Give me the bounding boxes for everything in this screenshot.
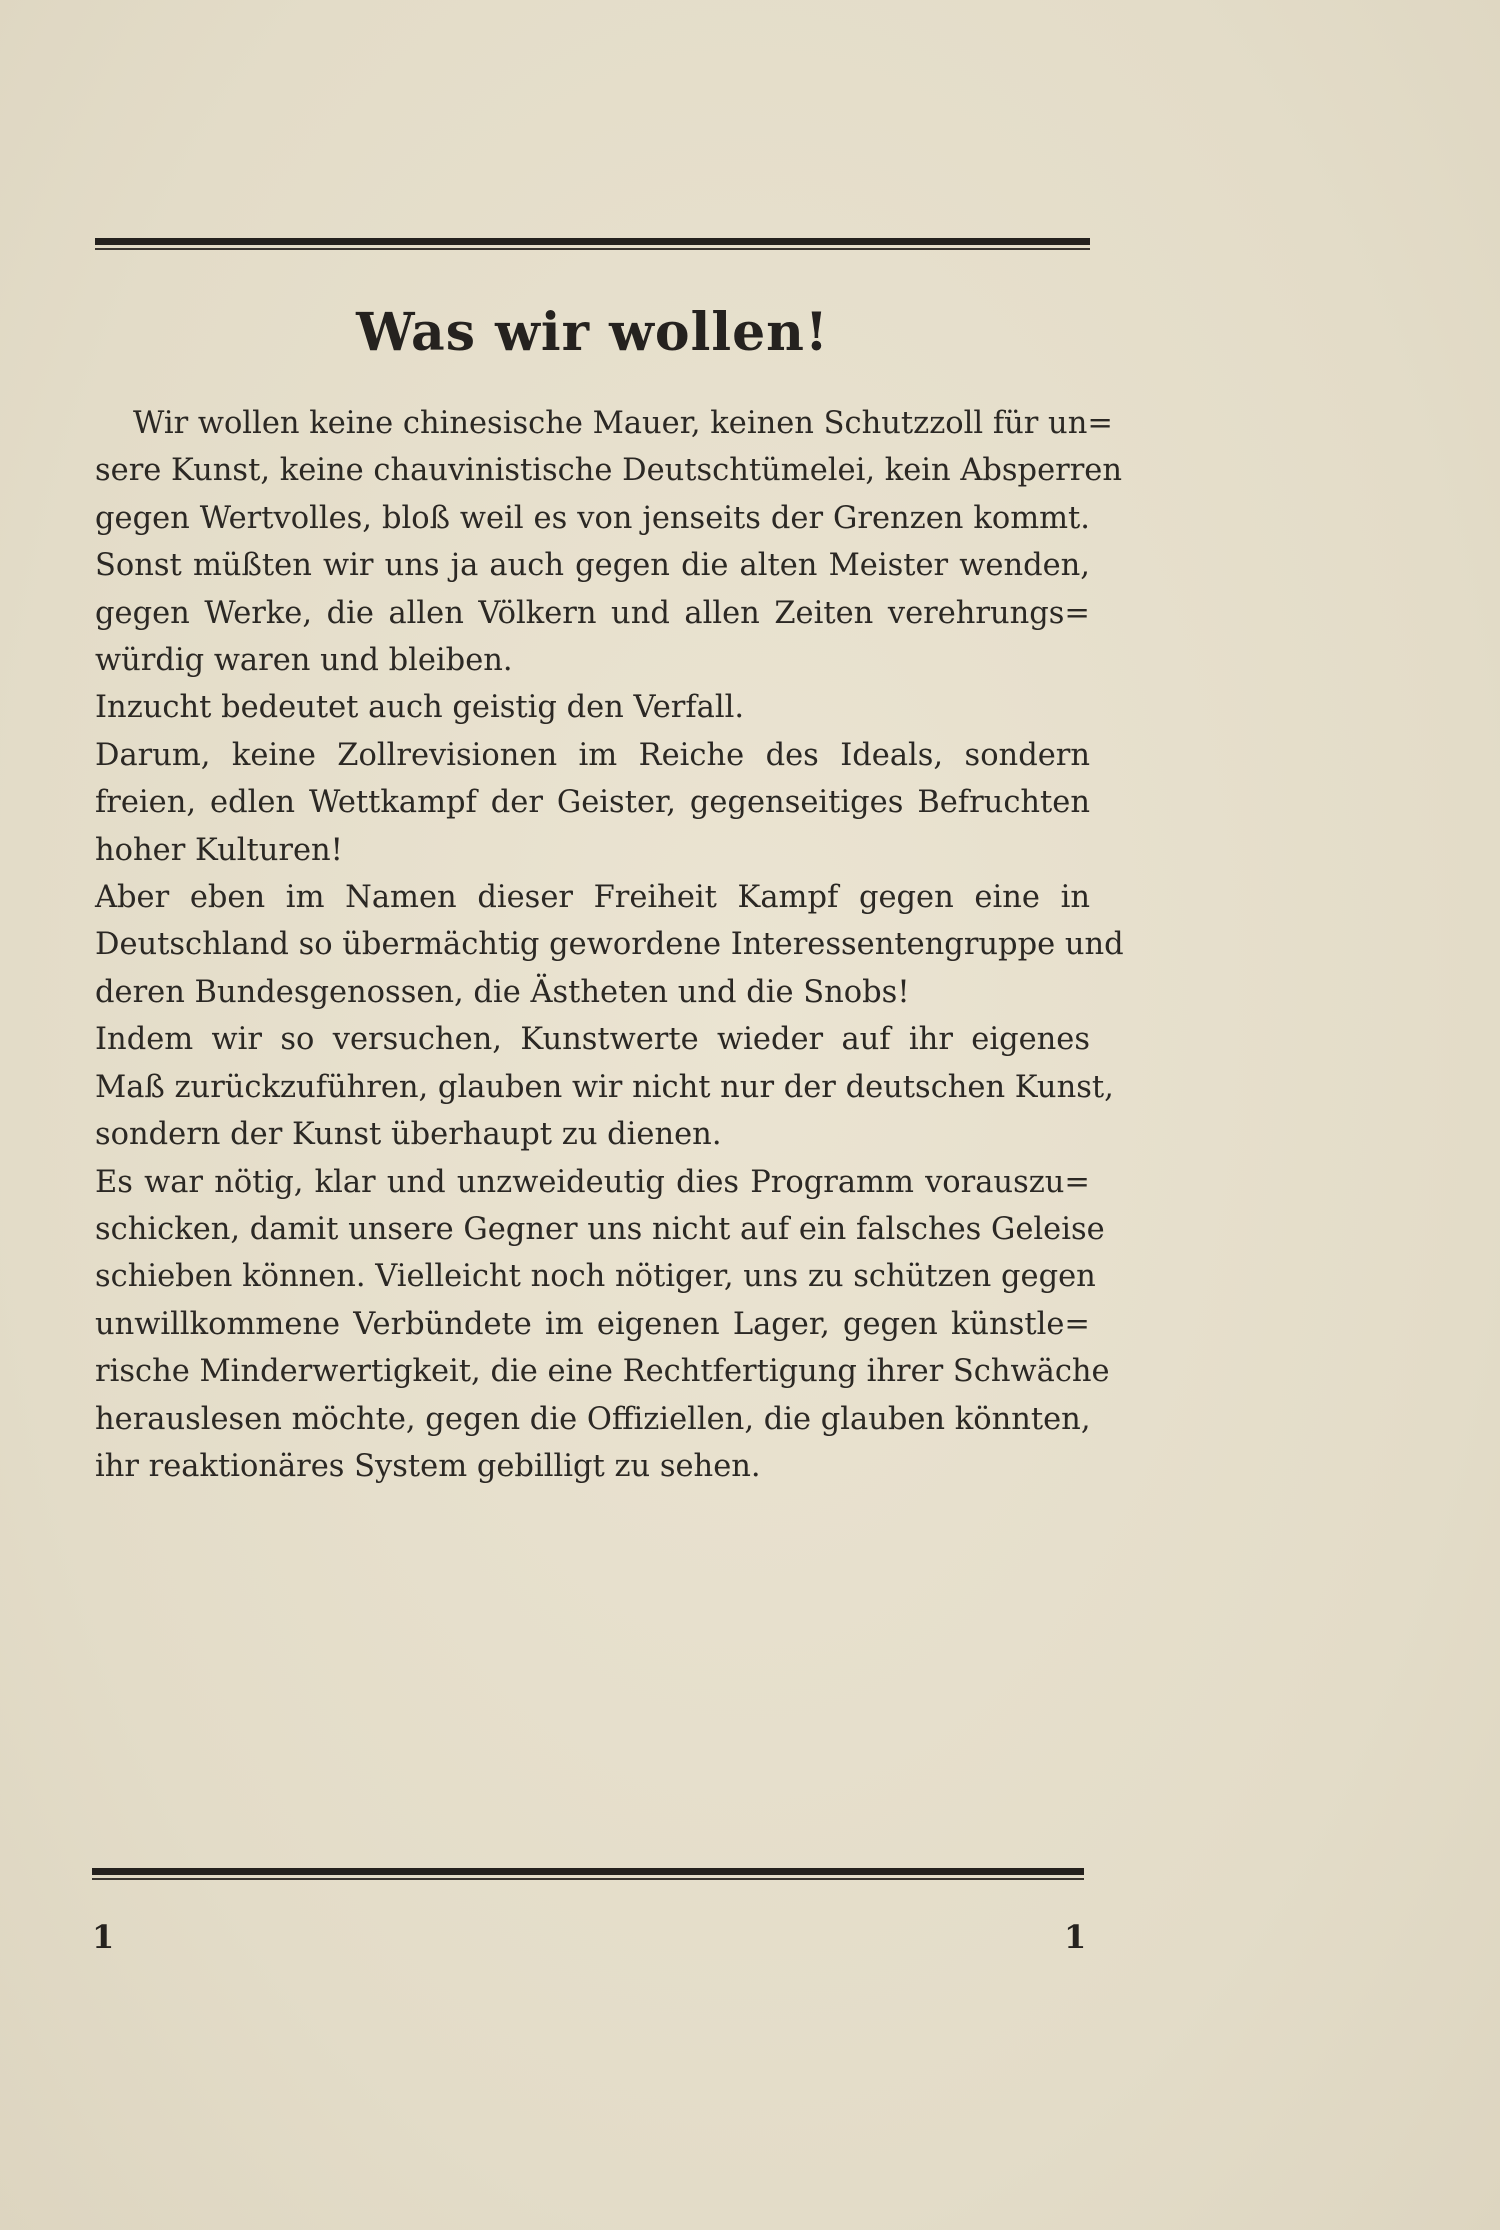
text-line: Maß zurückzuführen, glauben wir nicht nur der deutschen Kunst, — [95, 1069, 1114, 1105]
text-line: Deutschland so übermächtig gewordene Interessentengruppe und — [95, 927, 1124, 963]
body-text — [95, 400, 1124, 1490]
text-line: freien, edlen Wettkampf der Geister, gegenseitiges Befruchten — [95, 785, 1090, 821]
text-line: schieben können. Vielleicht noch nötiger, uns zu schützen gegen — [95, 1259, 1096, 1295]
signature-mark: 1 — [92, 1918, 115, 1956]
text-line: rische Minderwertigkeit, die eine Rechtfertigung ihrer Schwäche — [95, 1354, 1110, 1390]
text-line: Aber eben im Namen dieser Freiheit Kampf gegen eine in — [95, 880, 1090, 916]
bottom-double-rule — [92, 1868, 1084, 1880]
page-title: Was wir wollen! — [356, 302, 829, 363]
paragraph — [95, 874, 1124, 1016]
text-line: würdig waren und bleiben. — [95, 643, 513, 679]
top-double-rule — [95, 238, 1090, 250]
text-line: ihr reaktionäres System gebilligt zu sehen. — [95, 1448, 761, 1484]
paragraph — [95, 684, 1090, 731]
paragraph — [95, 1016, 1114, 1158]
paragraph — [95, 1159, 1110, 1491]
text-line: Inzucht bedeutet auch geistig den Verfall. — [95, 690, 745, 726]
text-line: Wir wollen keine chinesische Mauer, keinen Schutzzoll für un= — [133, 406, 1113, 441]
text-line: sondern der Kunst überhaupt zu dienen. — [95, 1117, 722, 1153]
text-line: gegen Wertvolles, bloß weil es von jenseits der Grenzen kommt. — [95, 500, 1090, 536]
text-line: sere Kunst, keine chauvinistische Deutschtümelei, kein Absperren — [95, 453, 1122, 489]
bottom-rule-thin — [92, 1878, 1084, 1880]
text-line: gegen Werke, die allen Völkern und allen Zeiten verehrungs= — [95, 595, 1090, 631]
page-number: 1 — [1064, 1918, 1087, 1956]
text-line: Darum, keine Zollrevisionen im Reiche des Ideals, sondern — [95, 737, 1090, 773]
text-line: Indem wir so versuchen, Kunstwerte wieder auf ihr eigenes — [95, 1022, 1090, 1058]
bottom-rule-thick — [92, 1868, 1084, 1875]
text-line: Sonst müßten wir uns ja auch gegen die alten Meister wenden, — [95, 548, 1090, 584]
text-line: unwillkommene Verbündete im eigenen Lager, gegen künstle= — [95, 1306, 1090, 1342]
text-line: hoher Kulturen! — [95, 832, 343, 868]
text-line: deren Bundesgenossen, die Ästheten und die Snobs! — [95, 974, 910, 1010]
paragraph — [95, 732, 1090, 874]
paragraph — [95, 400, 1122, 684]
text-line: Es war nötig, klar und unzweideutig dies Programm vorauszu= — [95, 1164, 1090, 1200]
text-line: schicken, damit unsere Gegner uns nicht auf ein falsches Geleise — [95, 1211, 1105, 1247]
top-rule-thin — [95, 248, 1090, 250]
text-line: herauslesen möchte, gegen die Offiziellen, die glauben könnten, — [95, 1401, 1091, 1437]
top-rule-thick — [95, 238, 1090, 245]
